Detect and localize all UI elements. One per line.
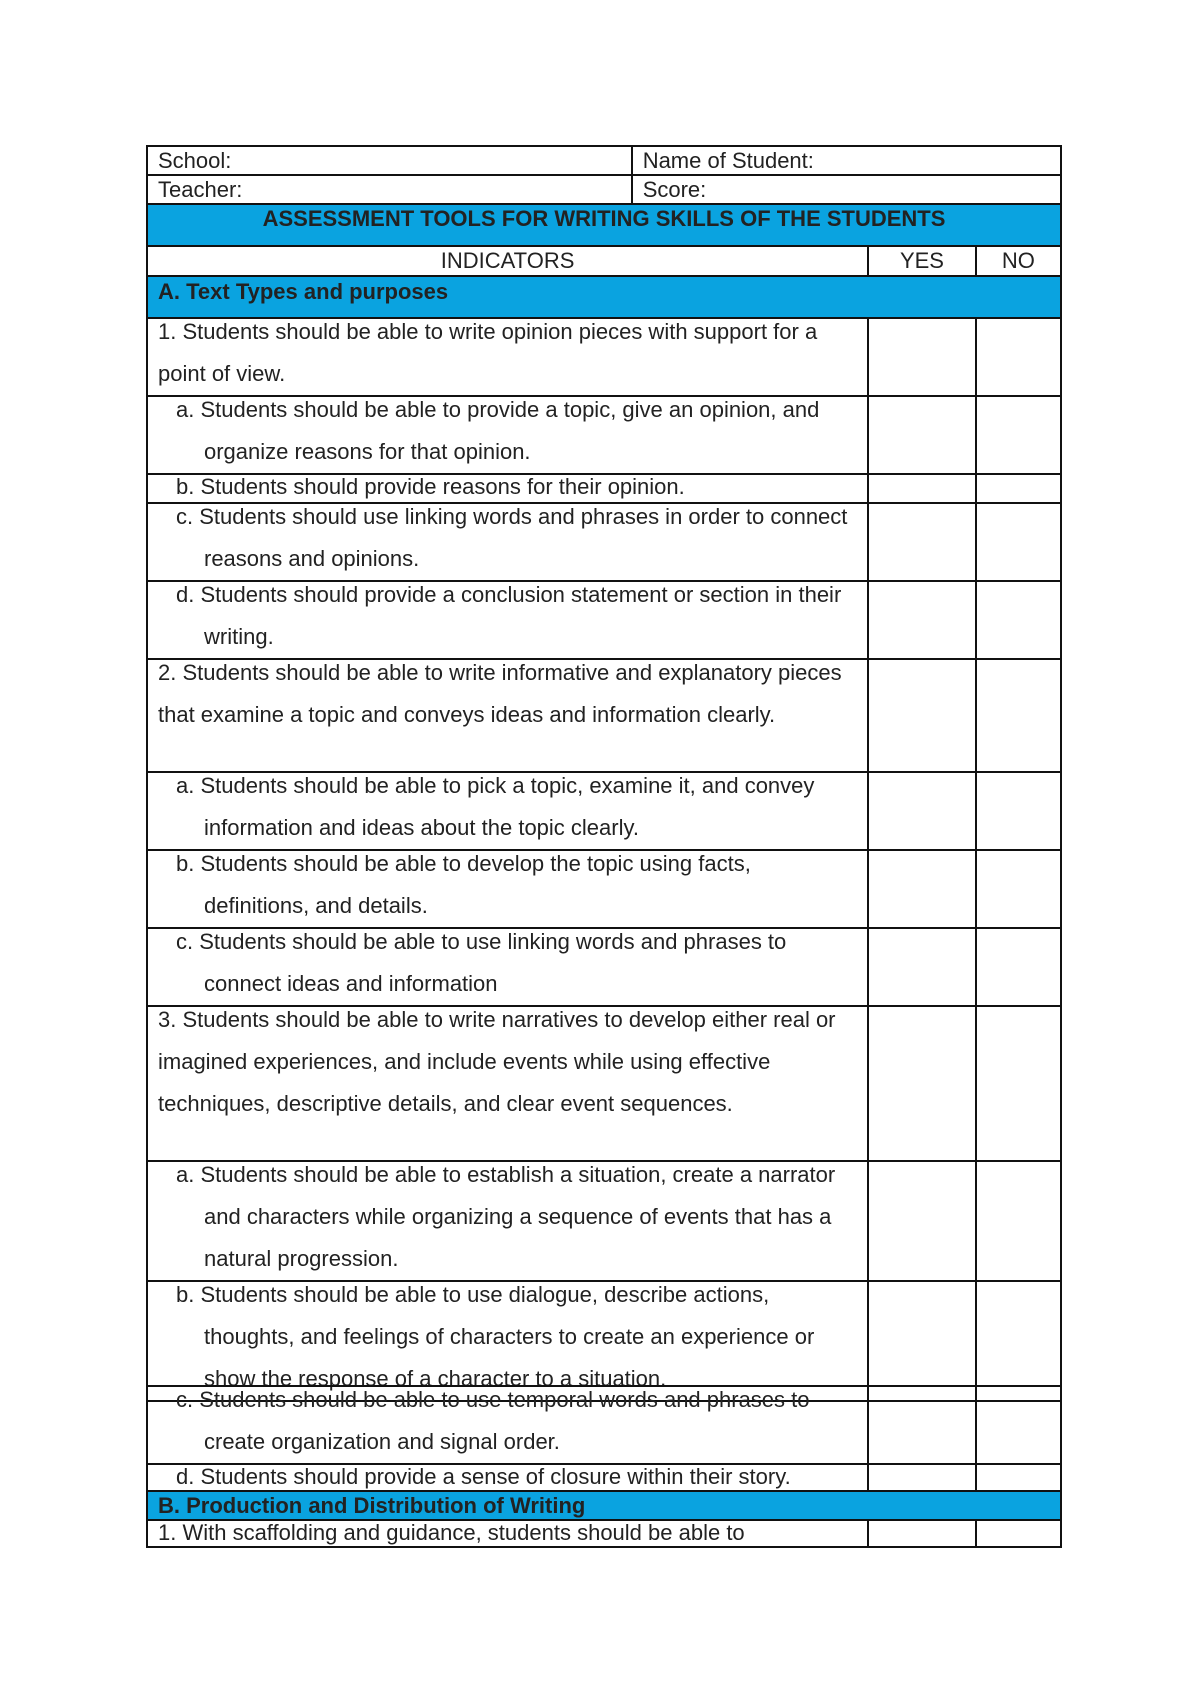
yes-checkbox[interactable] — [868, 659, 976, 772]
yes-checkbox[interactable] — [868, 1161, 976, 1281]
yes-checkbox[interactable] — [868, 396, 976, 474]
indicator-item: a. Students should be able to pick a topic, examine it, and convey information and ideas about the topic clearly. — [147, 772, 868, 850]
no-checkbox[interactable] — [976, 1386, 1061, 1464]
no-checkbox[interactable] — [976, 1006, 1061, 1161]
teacher-label: Teacher: — [147, 175, 632, 204]
no-checkbox[interactable] — [976, 396, 1061, 474]
section-b-heading: B. Production and Distribution of Writing — [147, 1491, 1061, 1520]
assessment-table-continued — [146, 1385, 1062, 1548]
indicator-item: d. Students should provide a sense of closure within their story. — [147, 1464, 868, 1491]
indicator-item: d. Students should provide a conclusion statement or section in their writing. — [147, 581, 868, 659]
indicator-item: c. Students should use linking words and phrases in order to connect reasons and opinions. — [147, 503, 868, 581]
yes-checkbox[interactable] — [868, 1386, 976, 1464]
no-checkbox[interactable] — [976, 850, 1061, 928]
indicators-header: INDICATORS — [147, 246, 868, 276]
yes-checkbox[interactable] — [868, 1520, 976, 1547]
section-a-heading: A. Text Types and purposes — [147, 276, 1061, 318]
yes-header: YES — [868, 246, 976, 276]
school-label: School: — [147, 146, 632, 175]
score-label: Score: — [632, 175, 1061, 204]
yes-checkbox[interactable] — [868, 928, 976, 1006]
indicator-item: 1. Students should be able to write opinion pieces with support for a point of view. — [147, 318, 868, 396]
indicator-item: b. Students should be able to develop the topic using facts, definitions, and details. — [147, 850, 868, 928]
indicator-item: 2. Students should be able to write informative and explanatory pieces that examine a topic and conveys ideas and information clearly. — [147, 659, 868, 772]
indicator-item: b. Students should provide reasons for their opinion. — [147, 474, 868, 503]
assessment-table — [146, 145, 1062, 1402]
no-checkbox[interactable] — [976, 659, 1061, 772]
no-checkbox[interactable] — [976, 1281, 1061, 1401]
yes-checkbox[interactable] — [868, 1464, 976, 1491]
yes-checkbox[interactable] — [868, 1006, 976, 1161]
yes-checkbox[interactable] — [868, 581, 976, 659]
yes-checkbox[interactable] — [868, 1281, 976, 1401]
page-title: ASSESSMENT TOOLS FOR WRITING SKILLS OF THE STUDENTS — [147, 204, 1061, 246]
indicator-item: c. Students should be able to use temporal words and phrases to create organization and signal order. — [147, 1386, 868, 1464]
indicator-item: a. Students should be able to establish a situation, create a narrator and characters while organizing a sequence of events that has a natural progression. — [147, 1161, 868, 1281]
no-checkbox[interactable] — [976, 1520, 1061, 1547]
indicator-item: c. Students should be able to use linking words and phrases to connect ideas and information — [147, 928, 868, 1006]
indicator-item: a. Students should be able to provide a topic, give an opinion, and organize reasons for that opinion. — [147, 396, 868, 474]
yes-checkbox[interactable] — [868, 772, 976, 850]
no-checkbox[interactable] — [976, 581, 1061, 659]
yes-checkbox[interactable] — [868, 503, 976, 581]
no-checkbox[interactable] — [976, 928, 1061, 1006]
no-checkbox[interactable] — [976, 318, 1061, 396]
yes-checkbox[interactable] — [868, 318, 976, 396]
indicator-item: 1. With scaffolding and guidance, students should be able to — [147, 1520, 868, 1547]
indicator-item: b. Students should be able to use dialogue, describe actions, thoughts, and feelings of characters to create an experience or show the response of a character to a situation. — [147, 1281, 868, 1401]
no-checkbox[interactable] — [976, 474, 1061, 503]
no-checkbox[interactable] — [976, 772, 1061, 850]
no-header: NO — [976, 246, 1061, 276]
student-name-label: Name of Student: — [632, 146, 1061, 175]
yes-checkbox[interactable] — [868, 474, 976, 503]
yes-checkbox[interactable] — [868, 850, 976, 928]
no-checkbox[interactable] — [976, 1464, 1061, 1491]
no-checkbox[interactable] — [976, 503, 1061, 581]
indicator-item: 3. Students should be able to write narratives to develop either real or imagined experiences, and include events while using effective techniques, descriptive details, and clear event sequences. — [147, 1006, 868, 1161]
no-checkbox[interactable] — [976, 1161, 1061, 1281]
